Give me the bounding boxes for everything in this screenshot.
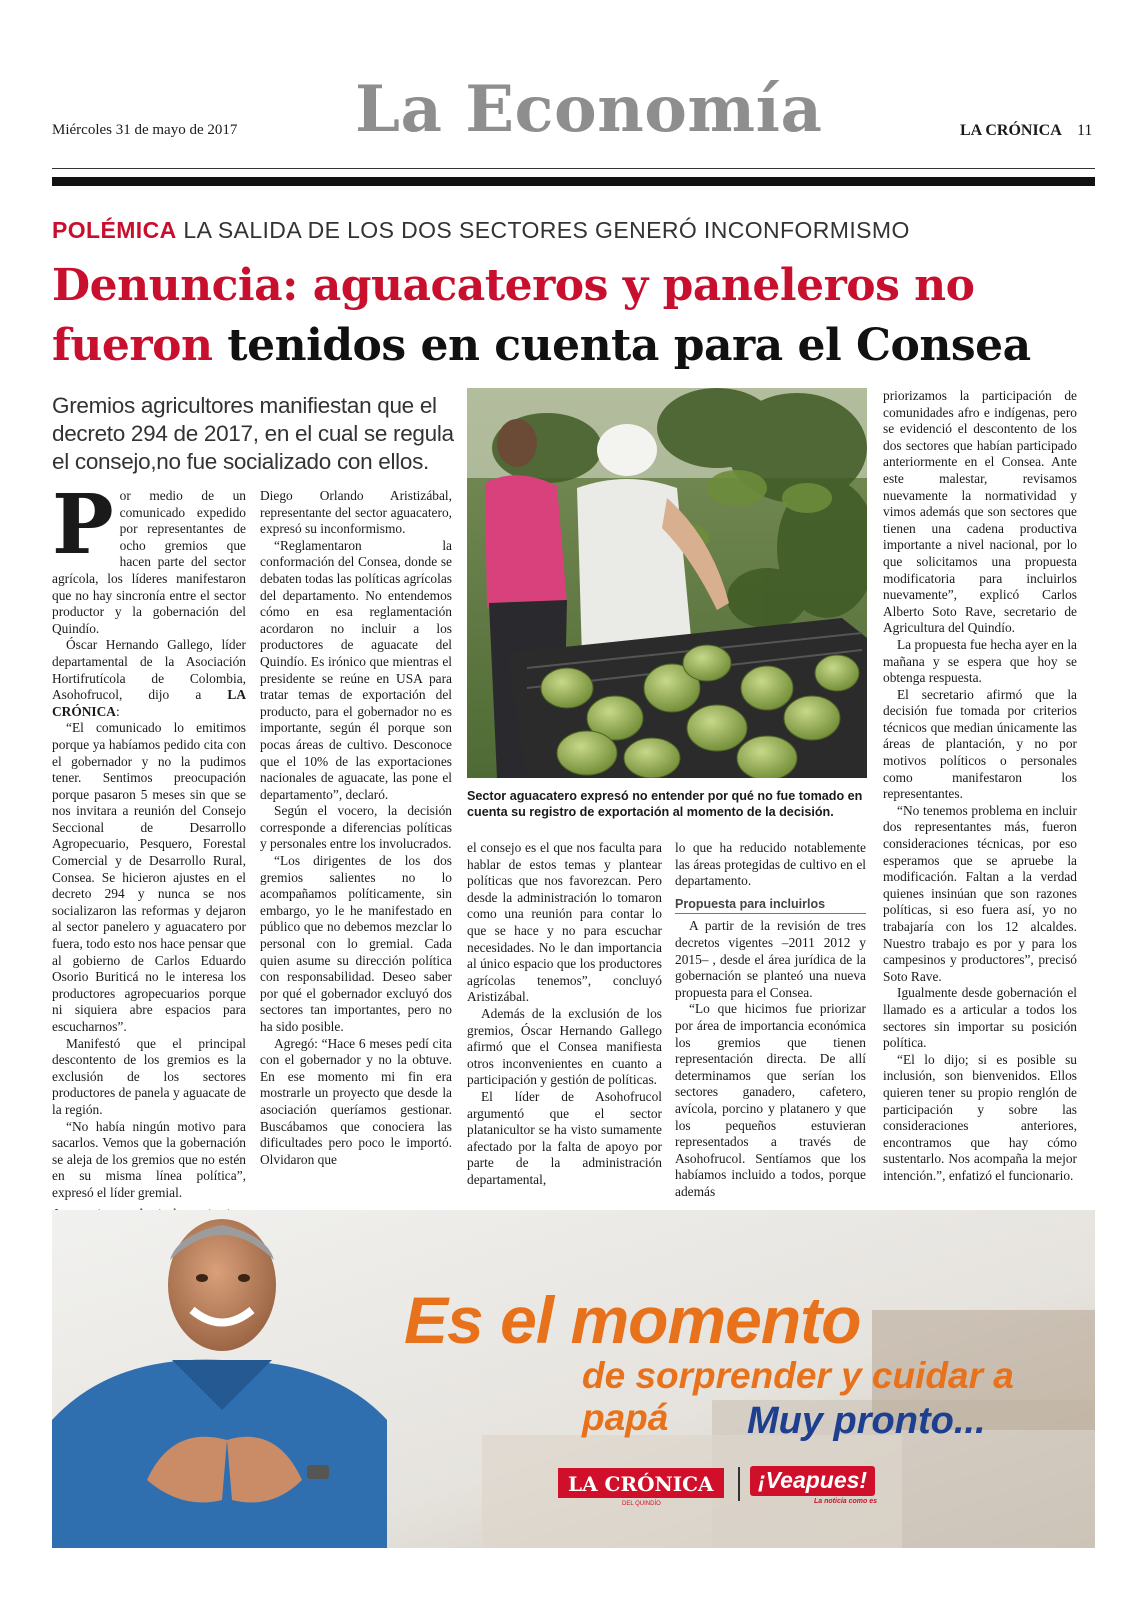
ad-headline: Es el momento — [404, 1283, 861, 1357]
la-cronica-logo-sub: DEL QUINDÍO — [622, 1501, 661, 1507]
paragraph: Diego Orlando Aristizábal, representante del sector aguacatero, expresó su inconformismo. — [260, 488, 452, 537]
headline-red: Denuncia: aguacateros y paneleros no fueron — [52, 260, 975, 371]
la-cronica-logo: LA CRÓNICA — [558, 1468, 724, 1498]
paragraph: el consejo es el que nos faculta para hablar de estos temas y plantear políticas que nos favorezcan. Pero desde la administración lo tomaron como una reunión para contar lo que se hace y no para escuchar necesidades. No le dan importancia al único espacio que los productores agrícolas tenemos”, concluyó Aristizábal. — [467, 840, 662, 1005]
paragraph: or medio de un comunicado expedido por representantes de ocho gremios que hacen parte del sector agrícola, los líderes manifestaron que no hay sincronía entre el sector productor y la gobernación del Quindío. — [52, 488, 246, 636]
header-rule-thick — [52, 177, 1095, 186]
section-title: La Economía — [355, 72, 823, 147]
veapues-logo: ¡Veapues! — [750, 1466, 875, 1496]
issue-date: Miércoles 31 de mayo de 2017 — [52, 122, 238, 138]
paragraph: “El lo dijo; si es posible su inclusión, son bienvenidos. Ellos quieren tener su propio renglón de participación y sobre las consideraciones anteriores, encontramos que hay cómo sustentarlo. Nos acompaña la mejor intención.”, enfatizó el funcionario. — [883, 1051, 1077, 1183]
ad-tagline: Muy pronto... — [747, 1400, 986, 1442]
paragraph: “Los dirigentes de los dos gremios salientes no lo acompañamos políticamente, sin embargo, yo le he manifestado en público que no debemos mezclar lo personal con lo gremial. Cada quien asume su dirección política con responsabilidad. Deseo saber por qué el gobernador excluyó dos sectores tan importantes, pero no ha sido posible. — [260, 853, 452, 1034]
article-column-2 — [260, 488, 452, 1168]
brand-mention: LA CRÓNICA — [52, 687, 246, 719]
paragraph: “No había ningún motivo para sacarlos. Vemos que la gobernación se aleja de los gremios que no estén en su misma línea política”, expresó el líder gremial. — [52, 1118, 246, 1200]
paragraph: Agregó: “Hace 6 meses pedí cita con el gobernador y no la obtuve. En ese momento mi fin era mostrarle un proyecto que desde la asociación queríamos gestionar. Buscábamos que conociera las dificultades pero poco le importó. Olvidaron que — [260, 1035, 452, 1167]
veapues-logo-sub: La noticia como es — [814, 1498, 878, 1505]
article-column-4 — [675, 840, 866, 1200]
paragraph: Igualmente desde gobernación el llamado es a articular a todos los sectores sin importar su posición política. — [883, 985, 1077, 1051]
paragraph: Óscar Hernando Gallego, líder departamental de la Asociación Hortifrutícola de Colombia, Asohofrucol, dijo a LA CRÓNICA: — [52, 637, 246, 719]
article-column-3 — [467, 840, 662, 1188]
paragraph: “Reglamentaron la conformación del Consea, donde se debaten todas las políticas agrícolas del departamento. No entendemos cómo en esa reglamentación acordaron no incluir a los productores de aguacate del Quindío. Es irónico que mientras el presidente se reúne en USA para tratar temas de exportación del producto, para el gobernador no es importante, según él porque son pocas áreas de cultivo. Desconoce que el 10% de las exportaciones nacionales de aguacate, las pone el departamento”, declaró. — [260, 537, 452, 802]
paragraph: “Lo que hicimos fue priorizar por área de importancia económica los gremios que tienen representación directa. De allí determinamos que serían los sectores ganadero, cafetero, avícola, porcino y platanero y que los pequeños estuvieran representados a través de Asohofrucol. Sentíamos que los habíamos incluido a todos, porque además — [675, 1001, 866, 1199]
paragraph: lo que ha reducido notablemente las áreas protegidas de cultivo en el departamento. — [675, 840, 866, 889]
page-number: 11 — [1077, 122, 1093, 139]
headline-black: tenidos en cuenta para el Consea — [227, 320, 1031, 371]
article-photo — [467, 388, 867, 778]
paragraph: A partir de la revisión de tres decretos vigentes –2011 2012 y 2015– , desde el área jurídica de la gobernación se planteó una nueva propuesta para el Consea. — [675, 918, 866, 1000]
paragraph: El secretario afirmó que la decisión fue tomada por criterios técnicos que median únicamente las áreas de plantación, y no por motivos políticos o personales como manifestaron los representantes. — [883, 686, 1077, 802]
advertisement[interactable] — [52, 1210, 1095, 1548]
deck: Gremios agricultores manifiestan que el decreto 294 de 2017, en el cual se regula el consejo,no fue socializado con ellos. — [52, 393, 454, 474]
paragraph: El líder de Asohofrucol argumentó que el sector platanicultor se ha visto sumamente afectado por la falta de apoyo por parte de la administración departamental, — [467, 1088, 662, 1187]
subhead: Propuesta para incluirlos — [675, 896, 866, 915]
paragraph: La propuesta fue hecha ayer en la mañana y se espera que hoy se obtenga respuesta. — [883, 636, 1077, 686]
header-rule-thin — [52, 168, 1095, 169]
avocado-harvest-image — [467, 388, 867, 778]
paragraph: Según el vocero, la decisión corresponde a diferencias políticas y personales entre los involucrados. — [260, 803, 452, 852]
kicker — [52, 217, 910, 244]
kicker-text: LA SALIDA DE LOS DOS SECTORES GENERÓ INCONFORMISMO — [183, 217, 910, 243]
logo-separator — [738, 1467, 740, 1501]
paragraph: priorizamos la participación de comunidades afro e indígenas, pero se evidenció el descontento de los dos sectores que habían participado anteriormente en el Consea. Ante este malestar, revisamos nuevamente la normatividad y vimos además que son sectores que tienen una cadena productiva importante a nivel nacional, por lo que solicitamos una propuesta modificatoria para incluirlos nuevamente”, explicó Carlos Alberto Soto Rave, secretario de Agricultura del Quindío. — [883, 388, 1077, 636]
photo-caption: Sector aguacatero expresó no entender por qué no fue tomado en cuenta su registro de exportación al momento de la decisión. — [467, 789, 863, 819]
headline — [52, 256, 1112, 376]
article-column-5 — [883, 388, 1077, 1185]
paragraph: Además de la exclusión de los gremios, Óscar Hernando Gallego afirmó que el Consea manifiesta otros inconvenientes en cuanto a participación y gestión de políticas. — [467, 1005, 662, 1088]
paragraph: Manifestó que el principal descontento de los gremios es la exclusión de los sectores productores de panela y aguacate de la región. — [52, 1035, 246, 1117]
newspaper-name: LA CRÓNICA — [960, 122, 1062, 139]
drop-cap: P — [52, 477, 114, 573]
paragraph: “El comunicado lo emitimos porque ya habíamos pedido cita con el gobernador y no la pudimos tener. Sentimos preocupación porque pasaron 5 meses sin que se nos invitara a reunión del Consejo Seccional de Desarrollo Agropecuario, Pesquero, Forestal Comercial y de Desarrollo Rural, Consea. Se hicieron ajustes en el decreto 294 y nunca se nos socializaron las reformas y dejaron al sector panelero y aguacatero por fuera, todo esto nos hace pensar que al gobierno de Carlos Eduardo Osorio Buriticá no le interesa los productores agropecuarios porque ni siquiera abre espacios para escucharnos”. — [52, 720, 246, 1034]
ad-subheadline: de sorprender y cuidar a papá — [582, 1355, 1014, 1438]
paragraph: “No tenemos problema en incluir dos representantes más, fueron consideraciones técnicas, por eso esperamos que se apruebe la modificación. Faltan a la verdad quienes insinúan que son razones políticas, si eso fuera así, yo no trabajaría con los 12 alcaldes. Nuestro trabajo es por y para los campesinos y productores”, precisó Soto Rave. — [883, 802, 1077, 984]
kicker-label: POLÉMICA — [52, 217, 177, 243]
article-column-1 — [52, 477, 246, 1228]
